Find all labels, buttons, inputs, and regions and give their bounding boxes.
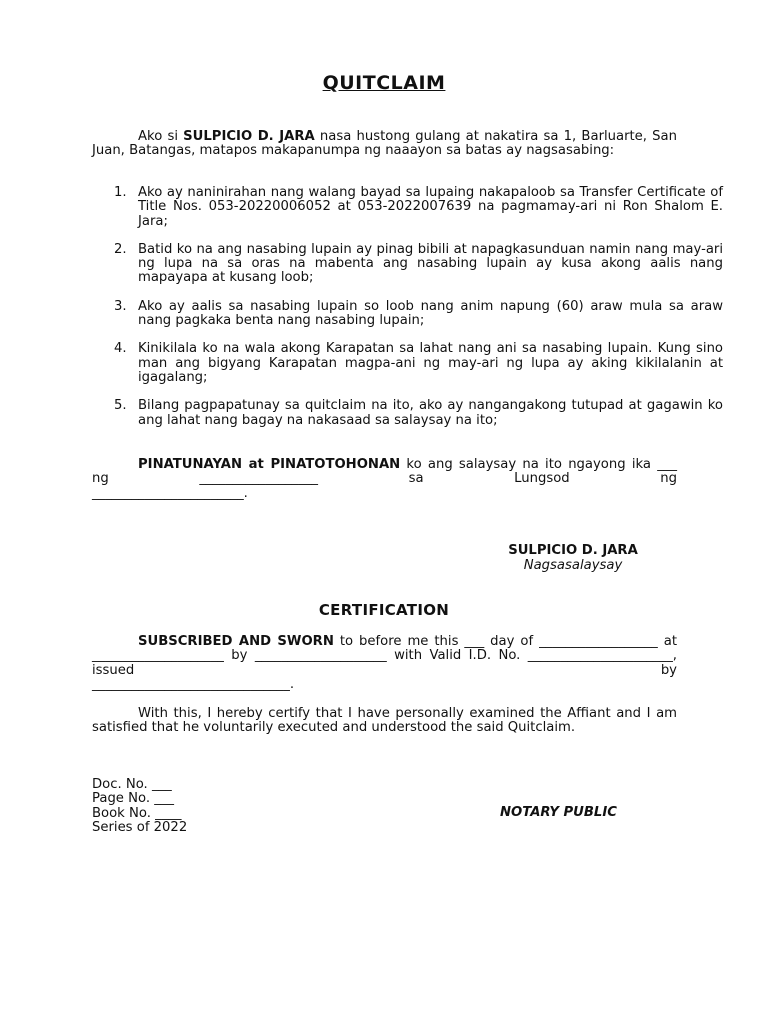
signatory-role: Nagsasalaysay — [523, 558, 623, 573]
sworn-line-2: ______________________________. — [92, 676, 295, 692]
signature-block — [468, 543, 678, 573]
list-item — [114, 185, 723, 229]
list-item — [114, 398, 723, 428]
sworn-bold: SUBSCRIBED AND SWORN — [138, 634, 334, 649]
notary-public-label: NOTARY PUBLIC — [500, 805, 617, 820]
intro-paragraph — [92, 130, 677, 159]
attestation-bold: PINATUNAYAN at PINATOTOHONAN — [138, 457, 401, 472]
item-number: 3. — [114, 298, 127, 314]
item-text: Ako ay naninirahan nang walang bayad sa lupaing nakapaloob sa Transfer Certificate of Title Nos. 053-20220006052 at 053-2022007639 na pagmamay-ari ni Ron Shalom E. Jara; — [138, 185, 723, 229]
document-title: QUITCLAIM — [322, 72, 446, 94]
signatory-name: SULPICIO D. JARA — [508, 543, 638, 558]
attestation-rest: ko ang salaysay na ito ngayong ika ___ ng __________________ sa Lungsod ng — [92, 457, 677, 487]
item-number: 4. — [114, 341, 127, 357]
item-text: Kinikilala ko na wala akong Karapatan sa lahat nang ani sa nasabing lupain. Kung sino man ang bigyang Karapatan magpa-ani ng may-ari ng lupa ay aking kikilalanin at igagalang; — [138, 341, 723, 385]
sworn-rest: to before me this ___ day of __________________ at ____________________ by ____________________ with Valid I.D. No. ______________________, issued by — [92, 634, 677, 678]
certify-paragraph: With this, I hereby certify that I have personally examined the Affiant and I am satisfied that he voluntarily executed and understood the said Quitclaim. — [92, 706, 677, 736]
attestation-line-1 — [92, 458, 677, 487]
list-item — [114, 341, 723, 385]
item-text: Ako ay aalis sa nasabing lupain so loob nang anim napung (60) araw mula sa araw nang pagkaka benta nang nasabing lupain; — [138, 298, 723, 329]
attestation-line-2: _______________________. — [92, 485, 248, 501]
certification-title: CERTIFICATION — [318, 601, 450, 619]
item-number: 1. — [114, 185, 127, 200]
doc-no: Doc. No. ___ — [92, 777, 172, 792]
item-text: Bilang pagpapatunay sa quitclaim na ito, ako ay nangangakong tutupad at gagawin ko ang lahat nang bagay na nakasaad sa salaysay na ito; — [138, 398, 723, 428]
list-item — [114, 241, 723, 286]
series: Series of 2022 — [92, 819, 188, 835]
statement-list — [92, 186, 723, 442]
list-item — [114, 298, 723, 329]
sworn-paragraph — [92, 635, 677, 692]
attestation-paragraph — [92, 458, 677, 501]
doc-info — [92, 778, 187, 835]
item-number: 2. — [114, 241, 127, 257]
intro-rest: nasa hustong gulang at nakatira sa 1, Barluarte, San Juan, Batangas, matapos makapanumpa ng naaayon sa batas ay nagsasabing: — [92, 129, 677, 159]
sworn-line-1 — [92, 635, 677, 678]
item-number: 5. — [114, 398, 127, 414]
item-text: Batid ko na ang nasabing lupain ay pinag bibili at napagkasunduan namin nang may-ari ng lupa na sa oras na mabenta ang nasabing lupain ay kusa akong aalis nang mapayapa at kusang loob; — [138, 241, 723, 286]
affiant-name: SULPICIO D. JARA — [183, 129, 315, 144]
page-no: Page No. ___ — [92, 791, 174, 807]
book-no: Book No. ____ — [92, 805, 182, 821]
intro-prefix: Ako si — [138, 129, 184, 144]
